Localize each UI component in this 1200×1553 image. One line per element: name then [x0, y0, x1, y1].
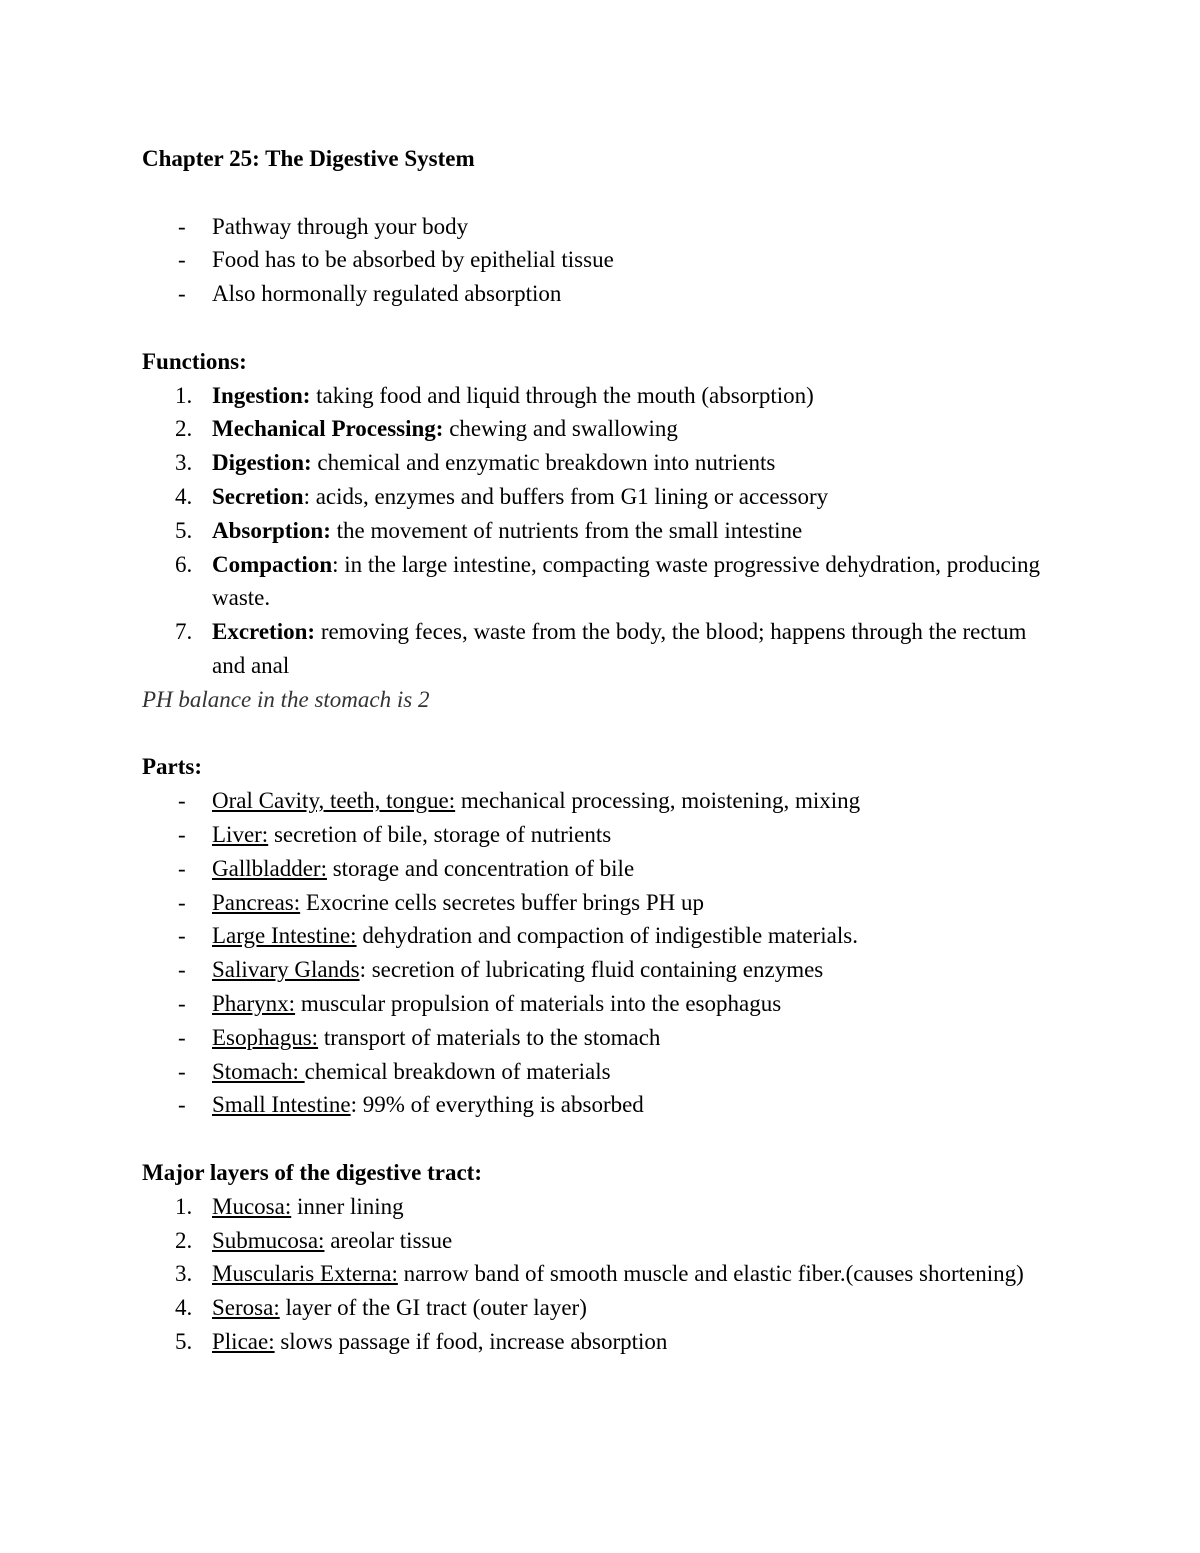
part-text: Exocrine cells secretes buffer brings PH up [300, 889, 705, 915]
list-item [142, 446, 1062, 480]
part-text: storage and concentration of bile [326, 855, 635, 881]
functions-heading: Functions: [142, 348, 247, 374]
dash-marker: - [178, 990, 186, 1016]
list-item [142, 1325, 1062, 1359]
part-term: Small Intestine [212, 1092, 351, 1118]
page-title: Chapter 25: The Digestive System [142, 146, 475, 171]
part-term: Large Intestine: [212, 923, 357, 949]
list-item [142, 548, 1062, 616]
list-item [142, 953, 1062, 987]
part-text: muscular propulsion of materials into the esophagus [295, 990, 782, 1016]
list-number: 2. [175, 1227, 193, 1253]
list-number: 7. [175, 619, 193, 645]
list-item [142, 379, 1062, 413]
spacer [142, 1122, 1062, 1156]
layer-term: Submucosa: [212, 1227, 325, 1253]
layer-text: slows passage if food, increase absorption [274, 1328, 668, 1354]
function-text: : acids, enzymes and buffers from G1 lining or accessory [303, 483, 829, 509]
function-text: removing feces, waste from the body, the blood; happens through the rectum and anal [212, 619, 1027, 678]
spacer [142, 717, 1062, 751]
parts-list [142, 784, 1062, 1122]
function-term: Secretion [212, 483, 304, 509]
part-text: transport of materials to the stomach [318, 1024, 661, 1050]
list-item [142, 1088, 1062, 1122]
function-term: Ingestion: [212, 382, 311, 408]
list-item [142, 886, 1062, 920]
function-term: Compaction [212, 551, 333, 577]
part-text: mechanical processing, moistening, mixing [455, 788, 861, 814]
function-text: chewing and swallowing [443, 416, 678, 442]
layer-text: layer of the GI tract (outer layer) [279, 1295, 587, 1321]
ph-note: PH balance in the stomach is 2 [142, 686, 430, 712]
part-term: Pharynx: [212, 990, 296, 1016]
list-number: 1. [175, 1193, 193, 1219]
list-item [142, 480, 1062, 514]
list-number: 5. [175, 517, 193, 543]
list-item [142, 1055, 1062, 1089]
list-number: 2. [175, 416, 193, 442]
list-number: 6. [175, 551, 193, 577]
list-item [142, 1291, 1062, 1325]
dash-marker: - [178, 1058, 186, 1084]
list-item-text: Also hormonally regulated absorption [212, 281, 562, 307]
list-item [142, 784, 1062, 818]
part-term: Salivary Glands [212, 957, 360, 983]
layer-text: inner lining [291, 1193, 404, 1219]
part-text: secretion of bile, storage of nutrients [268, 821, 612, 847]
function-term: Excretion: [212, 619, 316, 645]
function-term: Absorption: [212, 517, 331, 543]
list-number: 5. [175, 1328, 193, 1354]
dash-marker: - [178, 213, 186, 239]
list-item [142, 852, 1062, 886]
dash-marker: - [178, 957, 186, 983]
list-item [142, 1257, 1062, 1291]
layer-term: Muscularis Externa: [212, 1261, 398, 1287]
list-item [142, 514, 1062, 548]
part-term: Gallbladder: [212, 855, 327, 881]
part-term: Pancreas: [212, 889, 301, 915]
list-number: 3. [175, 1261, 193, 1287]
function-text: : in the large intestine, compacting waste progressive dehydration, producing waste. [212, 551, 1041, 611]
list-item [142, 818, 1062, 852]
list-item [142, 412, 1062, 446]
spacer [142, 176, 1062, 210]
part-text: chemical breakdown of materials [304, 1058, 611, 1084]
part-term: Stomach: [212, 1058, 305, 1084]
spacer [142, 311, 1062, 345]
dash-marker: - [178, 281, 186, 307]
list-number: 3. [175, 450, 193, 476]
layer-term: Plicae: [212, 1328, 275, 1354]
part-text: : secretion of lubricating fluid containing enzymes [359, 957, 824, 983]
layers-heading: Major layers of the digestive tract: [142, 1159, 482, 1185]
list-item [142, 987, 1062, 1021]
function-text: the movement of nutrients from the small intestine [330, 517, 803, 543]
part-term: Esophagus: [212, 1024, 319, 1050]
function-term: Mechanical Processing: [212, 416, 444, 442]
dash-marker: - [178, 889, 186, 915]
layer-text: narrow band of smooth muscle and elastic fiber.(causes shortening) [397, 1261, 1024, 1287]
list-item [142, 919, 1062, 953]
dash-marker: - [178, 247, 186, 273]
layers-list [142, 1190, 1062, 1359]
list-item [142, 210, 1062, 244]
list-item [142, 1224, 1062, 1258]
document-page [142, 142, 1062, 1359]
part-text: dehydration and compaction of indigestible materials. [356, 923, 858, 949]
dash-marker: - [178, 855, 186, 881]
parts-heading: Parts: [142, 754, 203, 780]
list-item [142, 615, 1062, 683]
list-number: 4. [175, 483, 193, 509]
list-item [142, 243, 1062, 277]
dash-marker: - [178, 821, 186, 847]
list-item [142, 277, 1062, 311]
list-number: 4. [175, 1295, 193, 1321]
function-text: chemical and enzymatic breakdown into nutrients [311, 450, 776, 476]
list-number: 1. [175, 382, 193, 408]
functions-list [142, 379, 1062, 683]
list-item [142, 1021, 1062, 1055]
layer-term: Mucosa: [212, 1193, 292, 1219]
dash-marker: - [178, 788, 186, 814]
part-term: Liver: [212, 821, 269, 847]
function-text: taking food and liquid through the mouth (absorption) [310, 382, 814, 408]
part-term: Oral Cavity, teeth, tongue: [212, 788, 456, 814]
dash-marker: - [178, 1092, 186, 1118]
layer-term: Serosa: [212, 1295, 280, 1321]
list-item-text: Food has to be absorbed by epithelial tissue [212, 247, 614, 273]
layer-text: areolar tissue [324, 1227, 453, 1253]
function-term: Digestion: [212, 450, 312, 476]
dash-marker: - [178, 923, 186, 949]
list-item-text: Pathway through your body [212, 213, 469, 239]
part-text: : 99% of everything is absorbed [350, 1092, 644, 1118]
dash-marker: - [178, 1024, 186, 1050]
list-item [142, 1190, 1062, 1224]
intro-list [142, 210, 1062, 311]
